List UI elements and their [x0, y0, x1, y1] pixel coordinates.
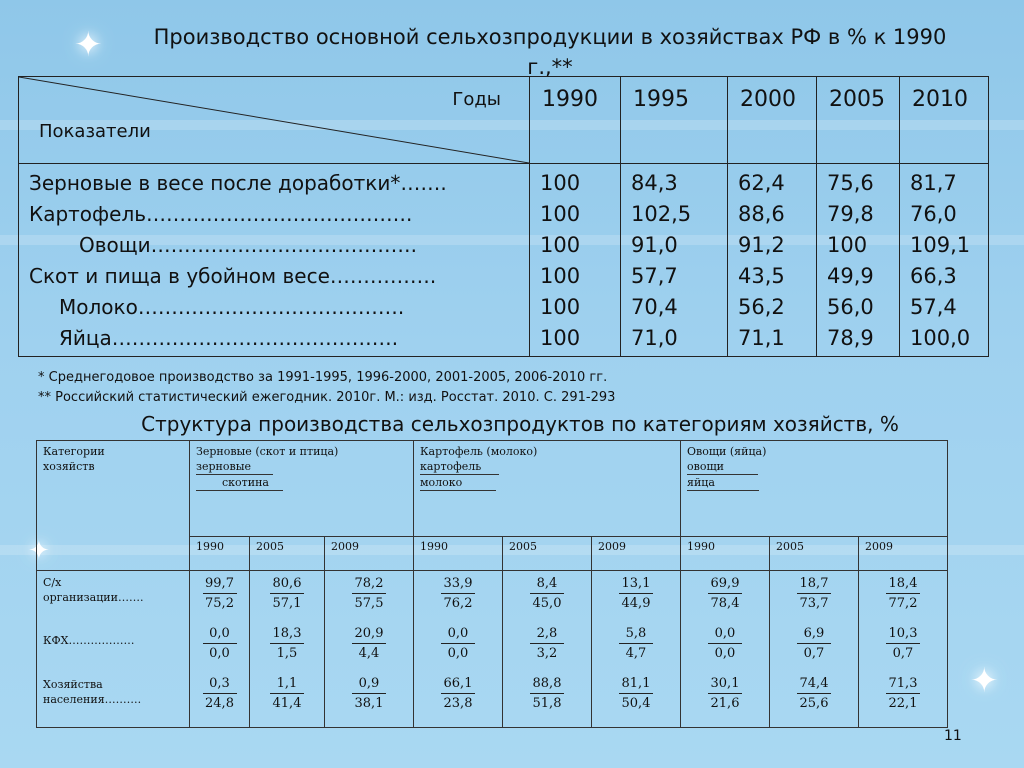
- page-title: Производство основной сельхозпродукции в хозяйствах РФ в % к 1990 г.,**: [153, 25, 947, 79]
- denominator: 0,7: [892, 646, 914, 661]
- fraction-value: [509, 624, 585, 674]
- values-col-2000: [728, 164, 817, 357]
- sparkle-icon: ✦: [970, 661, 999, 701]
- group-title: Картофель (молоко): [420, 445, 538, 458]
- year-header: 1990: [530, 77, 621, 164]
- numerator: 5,8: [619, 624, 653, 644]
- denominator: 57,1: [272, 596, 302, 611]
- denominator: 23,8: [443, 696, 473, 711]
- values-column: [414, 571, 503, 728]
- indicators-label: Показатели: [39, 121, 151, 142]
- indicator-label: Молоко………………………………….: [59, 295, 405, 319]
- group-sub: зерновые: [196, 459, 273, 475]
- fraction-value: [420, 574, 496, 624]
- denominator: 75,2: [205, 596, 234, 611]
- denominator: 21,6: [710, 696, 740, 711]
- group-sub: скотина: [196, 475, 283, 491]
- year-header: 1990: [190, 537, 250, 571]
- group-sub: картофель: [420, 459, 499, 475]
- value-cell: 71,0: [631, 326, 678, 350]
- numerator: 0,0: [708, 624, 742, 644]
- denominator: 0,0: [447, 646, 469, 661]
- numerator: 18,4: [886, 574, 920, 594]
- denominator: 4,7: [625, 646, 647, 661]
- value-cell: 84,3: [631, 171, 678, 195]
- denominator: 4,4: [358, 646, 380, 661]
- group-sub: молоко: [420, 475, 496, 491]
- value-cell: 78,9: [827, 326, 874, 350]
- value-cell: 100: [540, 326, 581, 350]
- fraction-value: [331, 674, 407, 724]
- value-cell: 75,6: [827, 171, 874, 195]
- numerator: 81,1: [619, 674, 653, 694]
- fraction-value: [256, 674, 318, 724]
- fraction-value: [598, 674, 674, 724]
- fraction-value: [598, 624, 674, 674]
- numerator: 2,8: [530, 624, 564, 644]
- value-cell: 43,5: [738, 264, 785, 288]
- value-cell: 57,4: [910, 295, 957, 319]
- numerator: 66,1: [441, 674, 475, 694]
- category-label: С/х: [43, 576, 62, 589]
- denominator: 77,2: [888, 596, 918, 611]
- denominator: 22,1: [888, 696, 918, 711]
- fraction-value: [420, 674, 496, 724]
- denominator: 0,0: [209, 646, 230, 661]
- denominator: 73,7: [799, 596, 829, 611]
- section-title: Структура производства сельхозпродуктов по категориям хозяйств, %: [141, 412, 899, 436]
- value-cell: 56,0: [827, 295, 874, 319]
- values-column: [325, 571, 414, 728]
- category-header-line: Категории: [43, 445, 105, 458]
- values-col-2005: [817, 164, 900, 357]
- footnote: ** Российский статистический ежегодник. 2010г. М.: изд. Росстат. 2010. С. 291-293: [38, 390, 616, 405]
- group-header: [414, 441, 681, 537]
- numerator: 33,9: [441, 574, 475, 594]
- value-cell: 100: [827, 233, 868, 257]
- value-cell: 56,2: [738, 295, 785, 319]
- numerator: 0,0: [203, 624, 237, 644]
- value-cell: 66,3: [910, 264, 957, 288]
- value-cell: 100: [540, 202, 581, 226]
- table-header-diagonal: [19, 77, 530, 164]
- category-label: Хозяйства: [43, 678, 103, 691]
- values-col-1990: [530, 164, 621, 357]
- category-header: [37, 441, 190, 571]
- denominator: 1,5: [276, 646, 298, 661]
- values-column: [190, 571, 250, 728]
- numerator: 78,2: [352, 574, 386, 594]
- value-cell: 100: [540, 171, 581, 195]
- year-header: 1995: [621, 77, 728, 164]
- fraction-value: [865, 674, 941, 724]
- group-header: [681, 441, 948, 537]
- denominator: 24,8: [205, 696, 234, 711]
- value-cell: 100: [540, 233, 581, 257]
- years-label: Годы: [452, 89, 501, 110]
- fraction-value: [687, 574, 763, 624]
- values-column: [681, 571, 770, 728]
- numerator: 18,3: [270, 624, 304, 644]
- value-cell: 71,1: [738, 326, 785, 350]
- denominator: 78,4: [710, 596, 740, 611]
- footnote: * Среднегодовое производство за 1991-1995, 1996-2000, 2001-2005, 2006-2010 гг.: [38, 370, 608, 385]
- sparkle-icon: ✦: [28, 536, 50, 566]
- group-title: Зерновые (скот и птица): [196, 445, 339, 458]
- group-header: [190, 441, 414, 537]
- numerator: 1,1: [270, 674, 304, 694]
- fraction-value: [687, 624, 763, 674]
- denominator: 57,5: [354, 596, 384, 611]
- numerator: 71,3: [886, 674, 920, 694]
- values-column: [859, 571, 948, 728]
- category-label: организации…….: [43, 591, 144, 604]
- denominator: 76,2: [443, 596, 473, 611]
- denominator: 38,1: [354, 696, 384, 711]
- denominator: 41,4: [272, 696, 302, 711]
- fraction-value: [256, 624, 318, 674]
- structure-table: [36, 440, 948, 728]
- denominator: 50,4: [621, 696, 651, 711]
- value-cell: 88,6: [738, 202, 785, 226]
- year-header: 2009: [592, 537, 681, 571]
- indicator-label: Овощи………………………………….: [79, 233, 417, 257]
- fraction-value: [196, 624, 243, 674]
- fraction-value: [196, 574, 243, 624]
- page-number: 11: [944, 728, 962, 744]
- numerator: 74,4: [797, 674, 831, 694]
- category-header-line: хозяйств: [43, 460, 95, 473]
- value-cell: 100: [540, 295, 581, 319]
- year-header: 2005: [503, 537, 592, 571]
- value-cell: 62,4: [738, 171, 785, 195]
- indicator-label: Скот и пища в убойном весе…………….: [29, 264, 437, 288]
- denominator: 0,0: [714, 646, 736, 661]
- numerator: 0,9: [352, 674, 386, 694]
- year-header: 2009: [325, 537, 414, 571]
- value-cell: 49,9: [827, 264, 874, 288]
- category-label: населения……….: [43, 693, 142, 706]
- fraction-value: [865, 574, 941, 624]
- numerator: 0,3: [203, 674, 237, 694]
- value-cell: 57,7: [631, 264, 678, 288]
- denominator: 44,9: [621, 596, 651, 611]
- numerator: 8,4: [530, 574, 564, 594]
- values-column: [770, 571, 859, 728]
- value-cell: 79,8: [827, 202, 874, 226]
- footnotes: [38, 368, 615, 408]
- year-header: 1990: [681, 537, 770, 571]
- value-cell: 100,0: [910, 326, 971, 350]
- value-cell: 91,0: [631, 233, 678, 257]
- value-cell: 109,1: [910, 233, 971, 257]
- fraction-value: [196, 674, 243, 724]
- year-header: 2010: [900, 77, 989, 164]
- category-label: КФХ………………: [43, 634, 135, 647]
- fraction-value: [776, 674, 852, 724]
- denominator: 3,2: [536, 646, 558, 661]
- fraction-value: [598, 574, 674, 624]
- numerator: 13,1: [619, 574, 653, 594]
- category-column: [37, 571, 190, 728]
- fraction-value: [687, 674, 763, 724]
- indicator-label: Картофель………………………………….: [29, 202, 413, 226]
- denominator: 51,8: [532, 696, 562, 711]
- denominator: 25,6: [799, 696, 829, 711]
- year-header: 2000: [728, 77, 817, 164]
- denominator: 0,7: [803, 646, 825, 661]
- group-sub: овощи: [687, 459, 758, 475]
- numerator: 10,3: [886, 624, 920, 644]
- numerator: 0,0: [441, 624, 475, 644]
- value-cell: 70,4: [631, 295, 678, 319]
- fraction-value: [420, 624, 496, 674]
- group-title: Овощи (яйца): [687, 445, 767, 458]
- year-header: 2005: [817, 77, 900, 164]
- value-cell: 91,2: [738, 233, 785, 257]
- numerator: 20,9: [352, 624, 386, 644]
- value-cell: 81,7: [910, 171, 957, 195]
- group-sub: яйца: [687, 475, 759, 491]
- year-header: 2005: [250, 537, 325, 571]
- year-header: 2009: [859, 537, 948, 571]
- numerator: 69,9: [708, 574, 742, 594]
- value-cell: 100: [540, 264, 581, 288]
- values-column: [250, 571, 325, 728]
- production-index-table: [18, 76, 989, 357]
- indicator-label: Яйца…………………………………….: [59, 326, 399, 350]
- fraction-value: [331, 574, 407, 624]
- fraction-value: [865, 624, 941, 674]
- fraction-value: [509, 574, 585, 624]
- value-cell: 102,5: [631, 202, 692, 226]
- numerator: 30,1: [708, 674, 742, 694]
- fraction-value: [256, 574, 318, 624]
- numerator: 6,9: [797, 624, 831, 644]
- fraction-value: [331, 624, 407, 674]
- year-header: 1990: [414, 537, 503, 571]
- values-column: [592, 571, 681, 728]
- fraction-value: [776, 574, 852, 624]
- values-col-1995: [621, 164, 728, 357]
- fraction-value: [509, 674, 585, 724]
- numerator: 99,7: [203, 574, 237, 594]
- numerator: 80,6: [270, 574, 304, 594]
- values-column: [503, 571, 592, 728]
- numerator: 88,8: [530, 674, 564, 694]
- indicator-label: Зерновые в весе после доработки*…….: [29, 171, 447, 195]
- indicator-list: [19, 164, 530, 357]
- year-header: 2005: [770, 537, 859, 571]
- values-col-2010: [900, 164, 989, 357]
- value-cell: 76,0: [910, 202, 957, 226]
- numerator: 18,7: [797, 574, 831, 594]
- denominator: 45,0: [532, 596, 562, 611]
- sparkle-icon: ✦: [74, 25, 103, 65]
- fraction-value: [776, 624, 852, 674]
